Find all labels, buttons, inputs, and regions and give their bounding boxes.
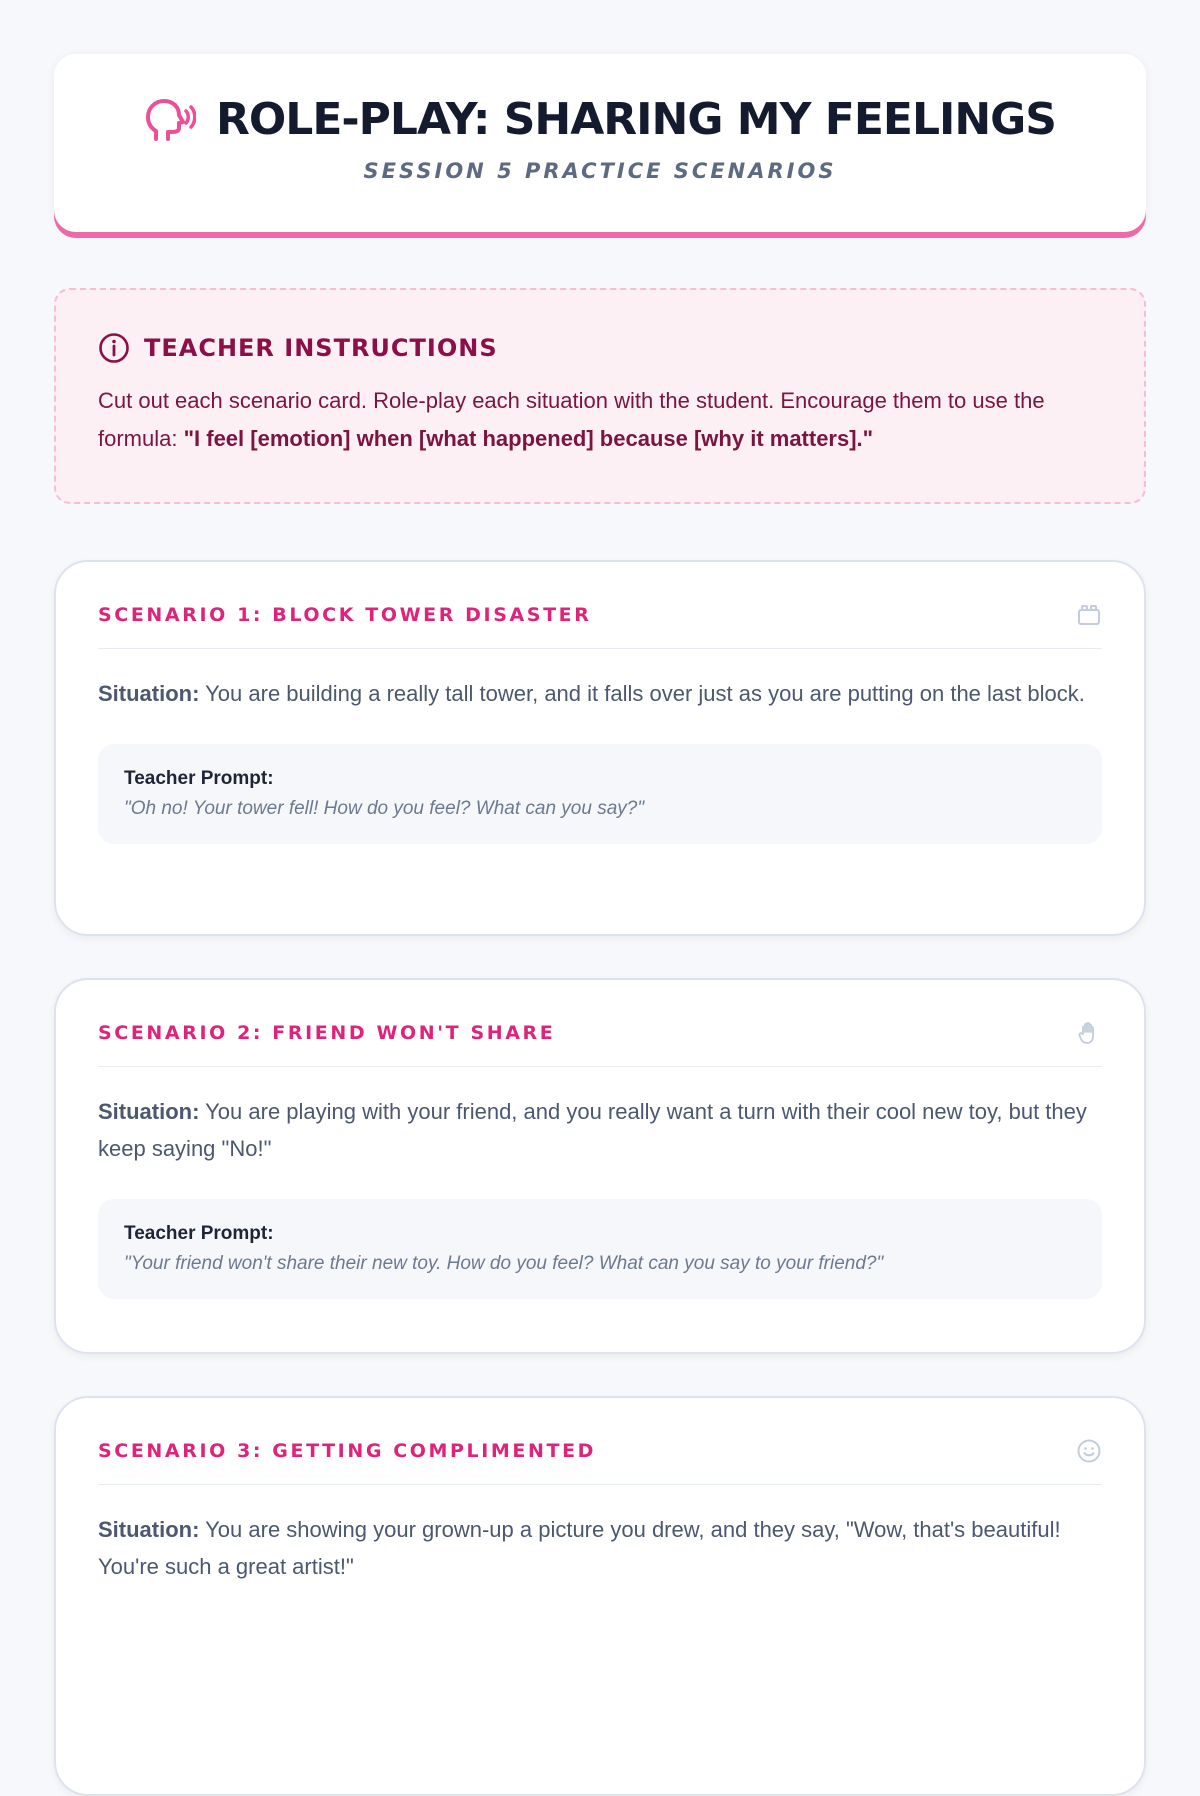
- situation-text: You are building a really tall tower, and it falls over just as you are putting on the last block.: [199, 681, 1085, 706]
- teacher-prompt-text: "Your friend won't share their new toy. How do you feel? What can you say to your friend?": [124, 1253, 884, 1274]
- title-row: [54, 94, 1146, 145]
- teacher-prompt-box: [98, 744, 1102, 844]
- situation-text: You are playing with your friend, and you really want a turn with their cool new toy, but they keep saying "No!": [98, 1099, 1087, 1161]
- scenario-situation: [98, 675, 1102, 712]
- situation-label: Situation:: [98, 1099, 200, 1124]
- scenario-header: [98, 1438, 1102, 1485]
- worksheet-page: [54, 54, 1146, 1796]
- smile-icon: [1076, 1438, 1102, 1464]
- feelings-formula: "I feel [emotion] when [what happened] because [why it matters].": [183, 426, 874, 451]
- situation-label: Situation:: [98, 1517, 200, 1542]
- speaking-head-icon: [144, 97, 196, 143]
- info-circle-icon: [98, 332, 130, 364]
- scenario-card: [54, 978, 1146, 1354]
- teacher-prompt-text: "Oh no! Your tower fell! How do you feel? What can you say?": [124, 798, 645, 819]
- scenario-header: [98, 602, 1102, 649]
- scenario-card: [54, 560, 1146, 936]
- page-title: ROLE-PLAY: SHARING MY FEELINGS: [216, 94, 1056, 145]
- scenario-header: [98, 1020, 1102, 1067]
- teacher-prompt-label: Teacher Prompt:: [124, 1223, 274, 1244]
- teacher-instructions-box: [54, 288, 1146, 504]
- hand-icon: [1076, 1020, 1102, 1046]
- scenario-title: SCENARIO 2: FRIEND WON'T SHARE: [98, 1022, 556, 1044]
- instructions-body: [98, 382, 1102, 458]
- instructions-header: [98, 332, 1102, 364]
- instructions-title: TEACHER INSTRUCTIONS: [144, 334, 498, 362]
- teacher-prompt-label: Teacher Prompt:: [124, 768, 274, 789]
- scenario-title: SCENARIO 3: GETTING COMPLIMENTED: [98, 1440, 597, 1462]
- scenario-situation: [98, 1093, 1102, 1167]
- instructions-text: Cut out each scenario card. Role-play each situation with the student. Encourage them to use the formula:: [98, 388, 1045, 451]
- scenario-title: SCENARIO 1: BLOCK TOWER DISASTER: [98, 604, 592, 626]
- teacher-prompt-box: [98, 1199, 1102, 1299]
- situation-text: You are showing your grown-up a picture you drew, and they say, "Wow, that's beautiful! You're such a great artist!": [98, 1517, 1061, 1579]
- scenario-situation: [98, 1511, 1102, 1585]
- header-card: [54, 54, 1146, 232]
- scenario-card: [54, 1396, 1146, 1796]
- page-subtitle: SESSION 5 PRACTICE SCENARIOS: [363, 159, 837, 183]
- situation-label: Situation:: [98, 681, 200, 706]
- block-icon: [1076, 602, 1102, 628]
